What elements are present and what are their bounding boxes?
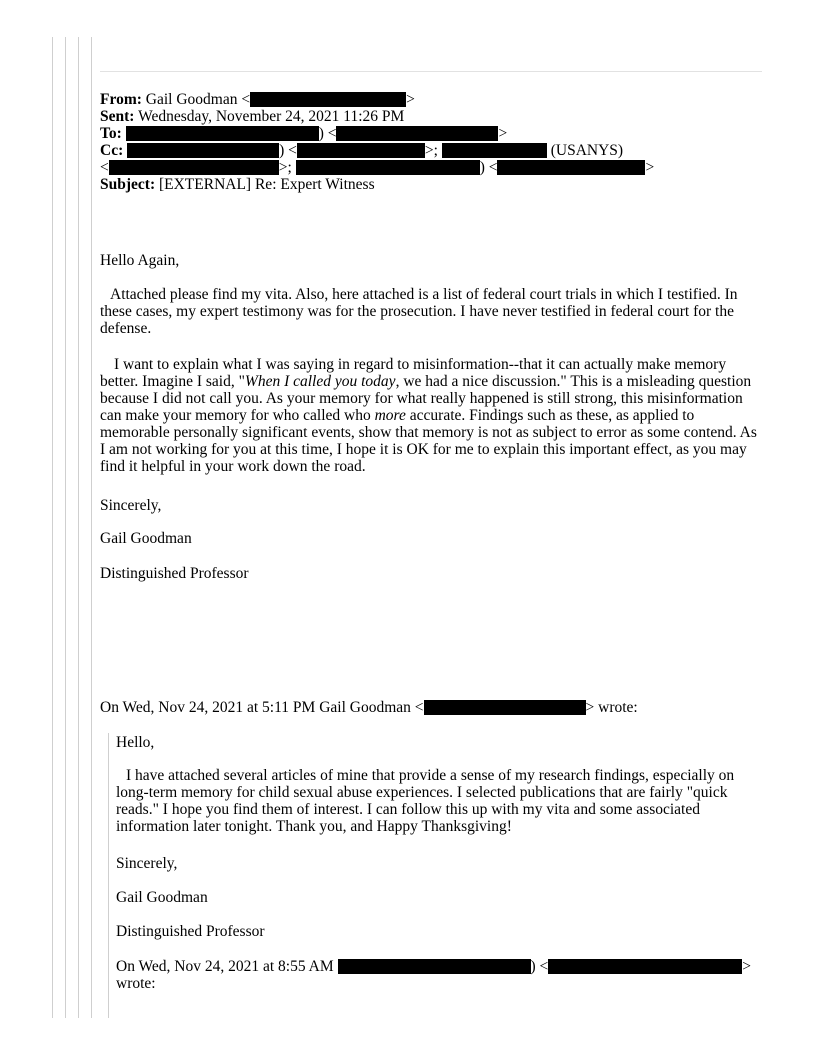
bracket: >	[406, 91, 415, 108]
text: On Wed, Nov 24, 2021 at 8:55 AM	[116, 958, 334, 975]
quote-bar	[108, 733, 109, 1018]
subject-value: [EXTERNAL] Re: Expert Witness	[158, 176, 375, 193]
to-label: To:	[100, 125, 122, 142]
quote-attribution	[100, 699, 638, 716]
redaction	[109, 160, 279, 175]
bracket: >	[498, 125, 508, 142]
text: accurate. Findings such as these, as applied to memorable personally significant events, show that memory is not as subject to error as some contend. As I am not working for you at this time, I hope it is OK for me to explain this important effect, as you may find it helpful in your work down the road.	[100, 407, 757, 475]
bracket: >	[645, 159, 655, 176]
greeting: Hello Again,	[100, 252, 180, 269]
redaction	[338, 959, 531, 974]
bracket: <	[100, 159, 109, 176]
email-header	[100, 91, 764, 193]
italic-text: When I called you today	[244, 373, 396, 390]
redaction	[127, 143, 279, 158]
quote-bar	[78, 37, 79, 1018]
from-name: Gail Goodman <	[145, 91, 251, 108]
body-paragraph-1: Attached please find my vita. Also, here attached is a list of federal court trials in which I testified. In these cases, my expert testimony was for the prosecution. I have never testified in federal court for the defense.	[100, 286, 738, 337]
cc-line	[100, 142, 764, 159]
from-line	[100, 91, 764, 108]
quoted-wrote: wrote:	[116, 975, 156, 992]
subject-line	[100, 176, 764, 193]
redaction	[336, 126, 498, 141]
quote-attribution-2	[116, 958, 751, 975]
cc-org: (USANYS)	[550, 142, 624, 159]
sent-label: Sent:	[100, 108, 135, 125]
quoted-signature-title: Distinguished Professor	[116, 923, 265, 940]
divider	[100, 71, 762, 72]
bracket: ) <	[279, 142, 297, 159]
signature-title: Distinguished Professor	[100, 565, 249, 582]
bracket: ) <	[530, 958, 549, 975]
text: I want to explain what I was saying in regard to misinformation--that it can actually make memory better. Imagine I said, "	[100, 356, 727, 390]
redaction	[250, 92, 406, 107]
redaction	[296, 160, 480, 175]
redaction	[497, 160, 645, 175]
sent-value: Wednesday, November 24, 2021 11:26 PM	[138, 108, 405, 125]
body-paragraph-2	[100, 356, 764, 475]
bracket: >	[742, 958, 752, 975]
quote-bar	[52, 37, 53, 1018]
cc-label: Cc:	[100, 142, 124, 159]
sent-line	[100, 108, 764, 125]
quoted-greeting: Hello,	[116, 734, 155, 751]
closing: Sincerely,	[100, 497, 162, 514]
bracket: >;	[278, 159, 292, 176]
text: , we had a nice discussion." This is a misleading question because I did not call you. As your memory for what really happened is still strong, this misinformation can make your memory for who called who	[100, 373, 752, 424]
quoted-paragraph: I have attached several articles of mine that provide a sense of my research findings, especially on long-term memory for child sexual abuse experiences. I selected publications that are fairly "quick reads." I hope you find them of interest. I can follow this up with my vita and some associated information later tonight. Thank you, and Happy Thanksgiving!	[116, 767, 735, 835]
from-label: From:	[100, 91, 142, 108]
subject-label: Subject:	[100, 176, 156, 193]
redaction	[297, 143, 425, 158]
redaction	[442, 143, 547, 158]
quoted-closing: Sincerely,	[116, 855, 178, 872]
text: On Wed, Nov 24, 2021 at 5:11 PM Gail Goodman <	[100, 699, 424, 716]
quote-bar	[91, 37, 92, 1018]
cc-line-2	[100, 159, 764, 176]
redaction	[126, 126, 319, 141]
redaction	[424, 700, 586, 715]
quoted-signature-name: Gail Goodman	[116, 889, 208, 906]
italic-text: more	[374, 407, 406, 424]
text: > wrote:	[585, 699, 638, 716]
bracket: ) <	[318, 125, 337, 142]
quote-bar	[65, 37, 66, 1018]
redaction	[548, 959, 742, 974]
bracket: ) <	[479, 159, 498, 176]
bracket: >;	[424, 142, 438, 159]
to-line	[100, 125, 764, 142]
signature-name: Gail Goodman	[100, 530, 192, 547]
